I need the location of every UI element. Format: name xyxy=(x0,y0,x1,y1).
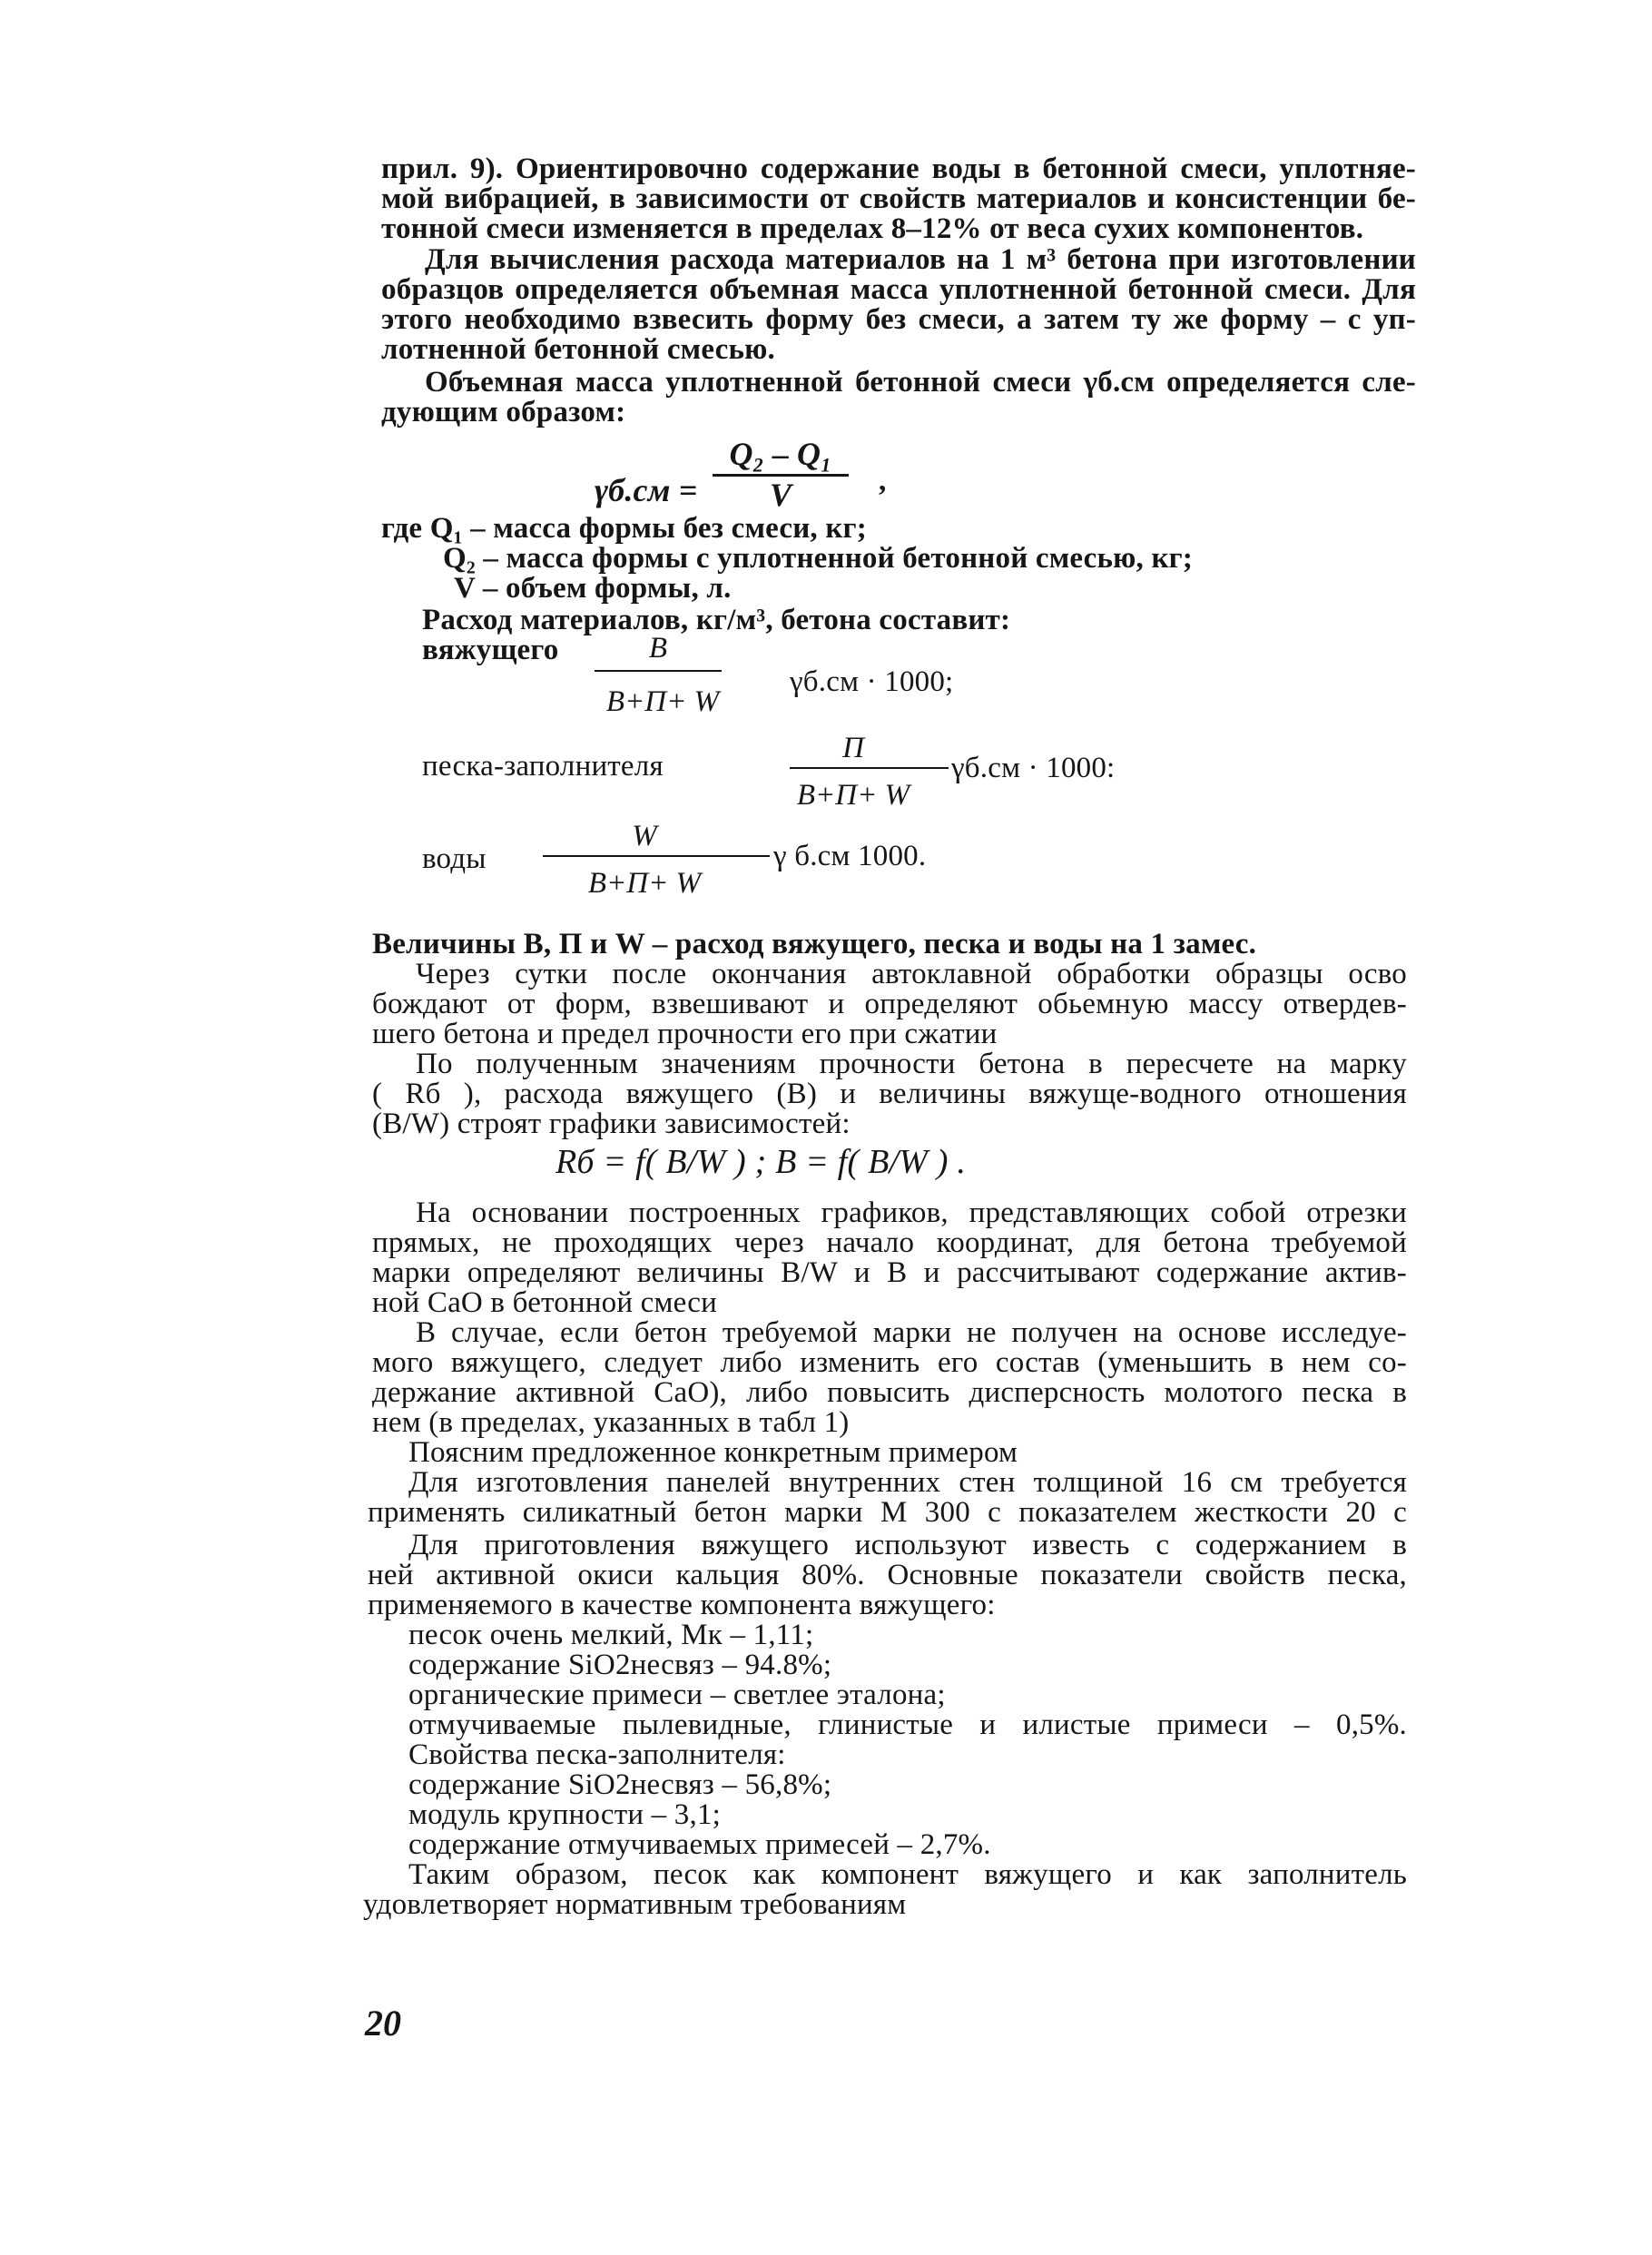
formula-lhs: γб.см = xyxy=(595,472,698,508)
list-item: содержание SiO2несвяз – 94.8%; xyxy=(408,1649,832,1681)
binder-label: вяжущего xyxy=(422,634,559,666)
text-line: прямых, не проходящих через начало координат, для бетона требуемой xyxy=(372,1226,1407,1259)
text-line: бождают от форм, взвешивают и определяют обьемную массу отвердев- xyxy=(372,988,1407,1020)
text-line: Таким образом, песок как компонент вяжущего и как заполнитель xyxy=(408,1858,1407,1891)
fraction-bar xyxy=(595,670,722,672)
text-line: Для изготовления панелей внутренних стен толщиной 16 см требуется xyxy=(408,1466,1407,1499)
text-line: дующим образом: xyxy=(381,396,626,428)
text-line: прил. 9). Ориентировочно содержание воды в бетонной смеси, уплотняе- xyxy=(381,153,1416,185)
list-item: содержание SiO2несвяз – 56,8%; xyxy=(408,1768,832,1801)
text-line: лотненной бетонной смесью. xyxy=(381,333,775,366)
fraction-bar xyxy=(543,855,770,857)
list-item: органические примеси – светлее эталона; xyxy=(408,1679,946,1711)
formula-denominator: V xyxy=(769,477,792,513)
list-title: Свойства песка-заполнителя: xyxy=(408,1738,786,1771)
sand-tail: γб.см · 1000: xyxy=(951,752,1116,784)
text-line: удовлетворяет нормативным требованиям xyxy=(363,1888,907,1921)
text-line: мого вяжущего, следует либо изменить его состав (уменьшить в нем со- xyxy=(372,1346,1407,1379)
text-line: Для приготовления вяжущего используют известь с содержанием в xyxy=(408,1529,1407,1561)
fraction-bar xyxy=(790,767,949,769)
binder-tail: γб.см · 1000; xyxy=(790,665,954,698)
where-line: Q₂ – масса формы с уплотненной бетонной смесью, кг; xyxy=(443,542,1194,575)
where-line: V – объем формы, л. xyxy=(454,572,732,605)
text-line: Объемная масса уплотненной бетонной смеси γб.см определяется сле- xyxy=(425,366,1416,399)
text-line: ней активной окиси кальция 80%. Основные показатели свойств песка, xyxy=(368,1559,1407,1591)
text-line: ной СаО в бетонной смеси xyxy=(372,1286,717,1319)
text-line: В случае, если бетон требуемой марки не получен на основе исследуе- xyxy=(416,1316,1407,1349)
text-line: шего бетона и предел прочности его при сжатии xyxy=(372,1018,998,1050)
text-line: мой вибрацией, в зависимости от свойств материалов и консистенции бе- xyxy=(381,182,1416,215)
text-line: (В/W) строят графики зависимостей: xyxy=(372,1108,851,1140)
water-numerator: W xyxy=(632,820,657,852)
formula-numerator: Q₂ – Q₁ xyxy=(729,436,832,472)
text-line: Поясним предложенное конкретным примером xyxy=(408,1436,1018,1469)
text-line: образцов определяется объемная масса уплотненной бетонной смеси. Для xyxy=(381,273,1416,306)
sand-numerator: П xyxy=(842,732,864,764)
text-line: Через сутки после окончания автоклавной обработки образцы осво xyxy=(416,958,1407,990)
sand-label: песка-заполнителя xyxy=(422,750,664,783)
where-line: где Q₁ – масса формы без смеси, кг; xyxy=(381,512,867,545)
formula-dependencies: Rб = f( В/W ) ; В = f( В/W ) . xyxy=(556,1143,967,1181)
binder-denominator: В+П+ W xyxy=(605,685,720,718)
water-tail: γ б.см 1000. xyxy=(773,840,927,872)
list-item: песок очень мелкий, Мк – 1,11; xyxy=(408,1619,814,1651)
list-item: отмучиваемые пылевидные, глинистые и илистые примеси – 0,5%. xyxy=(408,1708,1407,1741)
water-label: воды xyxy=(422,842,487,875)
text-line: Величины В, П и W – расход вяжущего, песка и воды на 1 замес. xyxy=(372,928,1257,960)
text-line: применять силикатный бетон марки М 300 с показателем жесткости 20 с xyxy=(368,1496,1407,1529)
water-denominator: В+П+ W xyxy=(587,867,702,900)
list-item: модуль крупности – 3,1; xyxy=(408,1798,722,1831)
text-line: этого необходимо взвесить форму без смеси, а затем ту же форму – с уп- xyxy=(381,303,1416,336)
text-line: держание активной СаО), либо повысить дисперсность молотого песка в xyxy=(372,1376,1407,1409)
text-line: марки определяют величины В/W и В и рассчитывают содержание актив- xyxy=(372,1256,1407,1289)
consumption-title: Расход материалов, кг/м³, бетона составит: xyxy=(422,604,1011,636)
text-line: нем (в пределах, указанных в табл 1) xyxy=(372,1406,850,1439)
text-line: применяемого в качестве компонента вяжущего: xyxy=(368,1589,996,1621)
binder-numerator: В xyxy=(648,632,668,665)
text-line: тонной смеси изменяется в пределах 8–12% от веса сухих компонентов. xyxy=(381,212,1364,245)
page-number: 20 xyxy=(365,2003,401,2043)
formula-tail: , xyxy=(879,465,887,497)
list-item: содержание отмучиваемых примесей – 2,7%. xyxy=(408,1828,991,1861)
text-line: На основании построенных графиков, представляющих собой отрезки xyxy=(416,1196,1407,1229)
text-line: ( Rб ), расхода вяжущего (В) и величины вяжуще-водного отношения xyxy=(372,1078,1407,1110)
text-line: Для вычисления расхода материалов на 1 м³ бетона при изготовлении xyxy=(425,243,1416,276)
text-line: По полученным значениям прочности бетона в пересчете на марку xyxy=(416,1048,1407,1080)
sand-denominator: В+П+ W xyxy=(796,779,910,812)
